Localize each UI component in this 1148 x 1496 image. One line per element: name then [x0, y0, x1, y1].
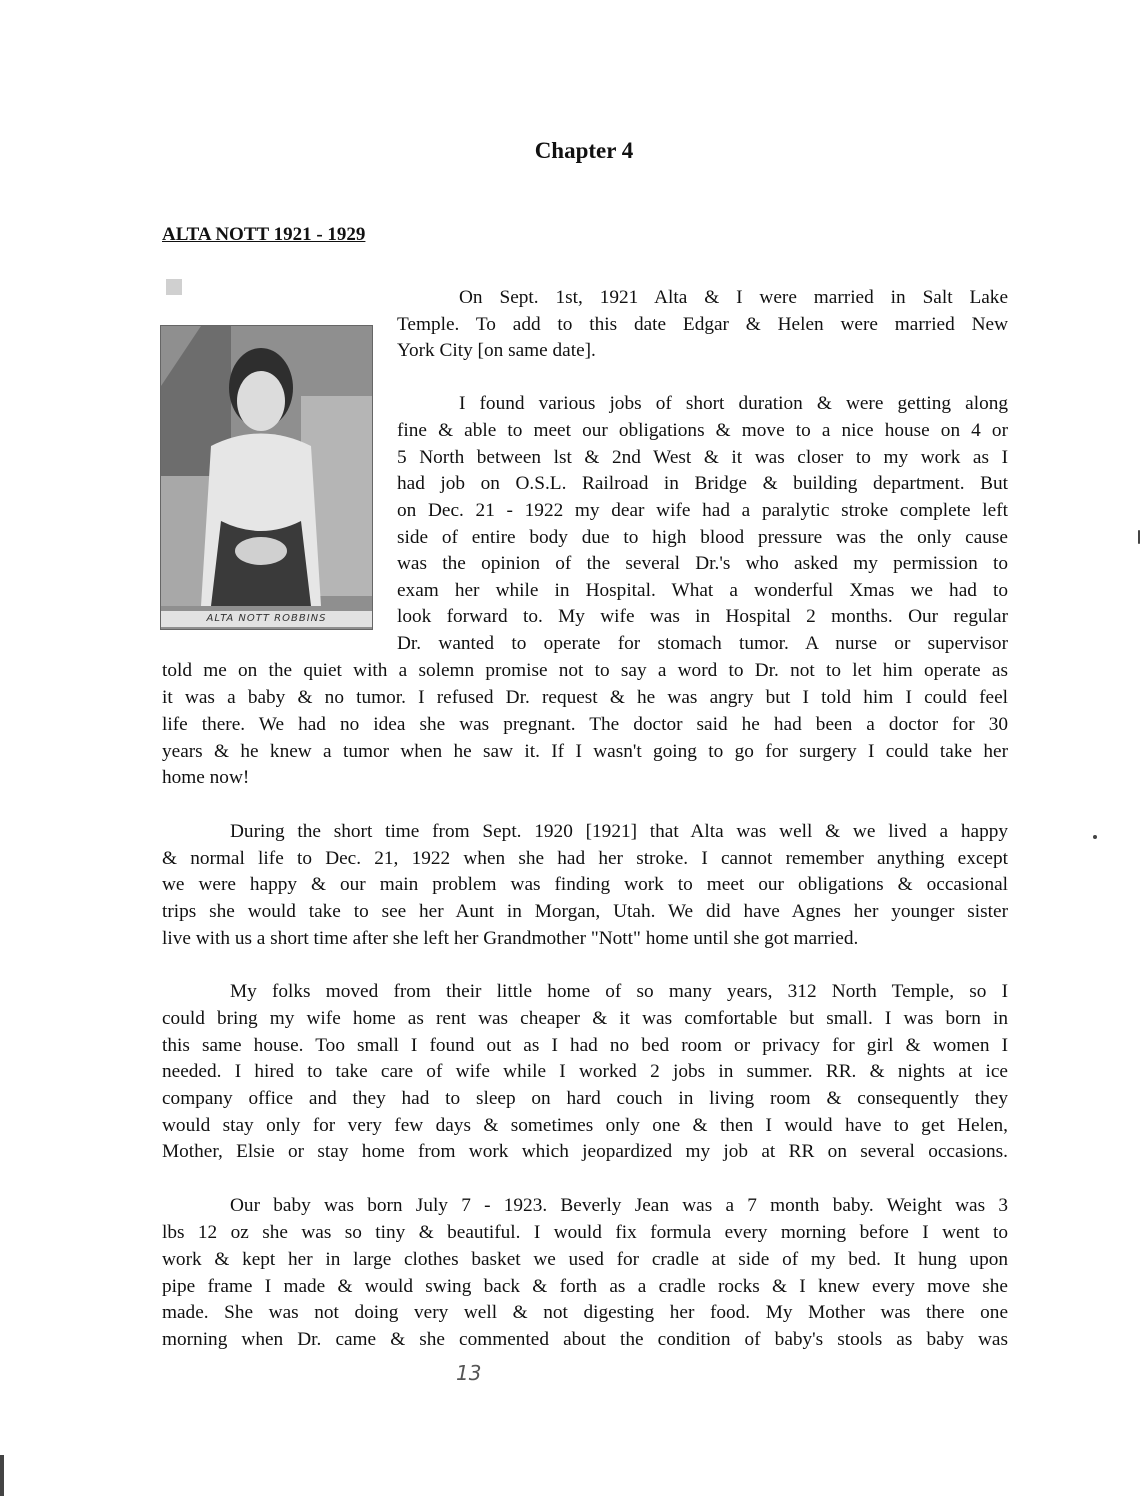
chapter-heading: Chapter 4 [534, 138, 634, 163]
text-line: look forward to. My wife was in Hospital 2 months. Our regular [397, 606, 1008, 627]
text-line: morning when Dr. came & she commented about the condition of baby's stools as baby was [162, 1329, 1008, 1350]
section-title: ALTA NOTT 1921 - 1929 [162, 224, 366, 245]
page-number: 13 [456, 1361, 482, 1385]
text-line: could bring my wife home as rent was cheaper & it was comfortable but small. I was born in [162, 1008, 1008, 1029]
text-line: pipe frame I made & would swing back & forth as a cradle rocks & I knew every move she [162, 1276, 1008, 1297]
scan-edge [0, 1455, 4, 1496]
text-line: lbs 12 oz she was so tiny & beautiful. I would fix formula every morning before I went to [162, 1222, 1008, 1243]
text-line: it was a baby & no tumor. I refused Dr. request & he was angry but I told him I could feel [162, 687, 1008, 708]
text-line: fine & able to meet our obligations & move to a nice house on 4 or [397, 420, 1008, 441]
text-line: we were happy & our main problem was finding work to meet our obligations & occasional [162, 874, 1008, 895]
text-line: On Sept. 1st, 1921 Alta & I were married in Salt Lake [459, 287, 1008, 308]
text-line: had job on O.S.L. Railroad in Bridge & building department. But [397, 473, 1008, 494]
text-line: During the short time from Sept. 1920 [1921] that Alta was well & we lived a happy [230, 821, 1008, 842]
scan-speck [1138, 530, 1140, 544]
portrait-image [161, 326, 372, 629]
text-line: Our baby was born July 7 - 1923. Beverly Jean was a 7 month baby. Weight was 3 [230, 1195, 1008, 1216]
photo-caption: ALTA NOTT ROBBINS [161, 611, 372, 627]
text-line: Temple. To add to this date Edgar & Helen were married New [397, 314, 1008, 335]
text-line: needed. I hired to take care of wife while I worked 2 jobs in summer. RR. & nights at ice [162, 1061, 1008, 1082]
text-line: 5 North between lst & 2nd West & it was closer to my work as I [397, 447, 1008, 468]
text-line: I found various jobs of short duration & were getting along [459, 393, 1008, 414]
text-line: would stay only for very few days & sometimes only one & then I would have to get Helen, [162, 1115, 1008, 1136]
text-line: exam her while in Hospital. What a wonderful Xmas we had to [397, 580, 1008, 601]
text-line: this same house. Too small I found out as I had no bed room or privacy for girl & women I [162, 1035, 1008, 1056]
text-line: live with us a short time after she left her Grandmother "Nott" home until she got married. [162, 928, 859, 949]
text-line: company office and they had to sleep on hard couch in living room & consequently they [162, 1088, 1008, 1109]
text-line: years & he knew a tumor when he saw it. If I wasn't going to go for surgery I could take her [162, 741, 1008, 762]
text-line: My folks moved from their little home of so many years, 312 North Temple, so I [230, 981, 1008, 1002]
text-line: made. She was not doing very well & not digesting her food. My Mother was there one [162, 1302, 1008, 1323]
portrait-photo [160, 325, 373, 630]
text-line: & normal life to Dec. 21, 1922 when she had her stroke. I cannot remember anything except [162, 848, 1008, 869]
text-line: York City [on same date]. [397, 340, 596, 361]
text-line: was the opinion of the several Dr.'s who asked my permission to [397, 553, 1008, 574]
text-line: trips she would take to see her Aunt in Morgan, Utah. We did have Agnes her younger sister [162, 901, 1008, 922]
text-line: life there. We had no idea she was pregnant. The doctor said he had been a doctor for 30 [162, 714, 1008, 735]
text-line: side of entire body due to high blood pressure was the only cause [397, 527, 1008, 548]
text-line: on Dec. 21 - 1922 my dear wife had a paralytic stroke complete left [397, 500, 1008, 521]
text-line: work & kept her in large clothes basket we used for cradle at side of my bed. It hung upon [162, 1249, 1008, 1270]
scan-mark [166, 279, 182, 295]
text-line: home now! [162, 767, 250, 788]
scan-speck [1093, 835, 1097, 839]
text-line: told me on the quiet with a solemn promise not to say a word to Dr. not to let him operate as [162, 660, 1008, 681]
text-line: Dr. wanted to operate for stomach tumor. A nurse or supervisor [397, 633, 1008, 654]
text-line: Mother, Elsie or stay home from work which jeopardized my job at RR on several occasions. [162, 1141, 1008, 1162]
